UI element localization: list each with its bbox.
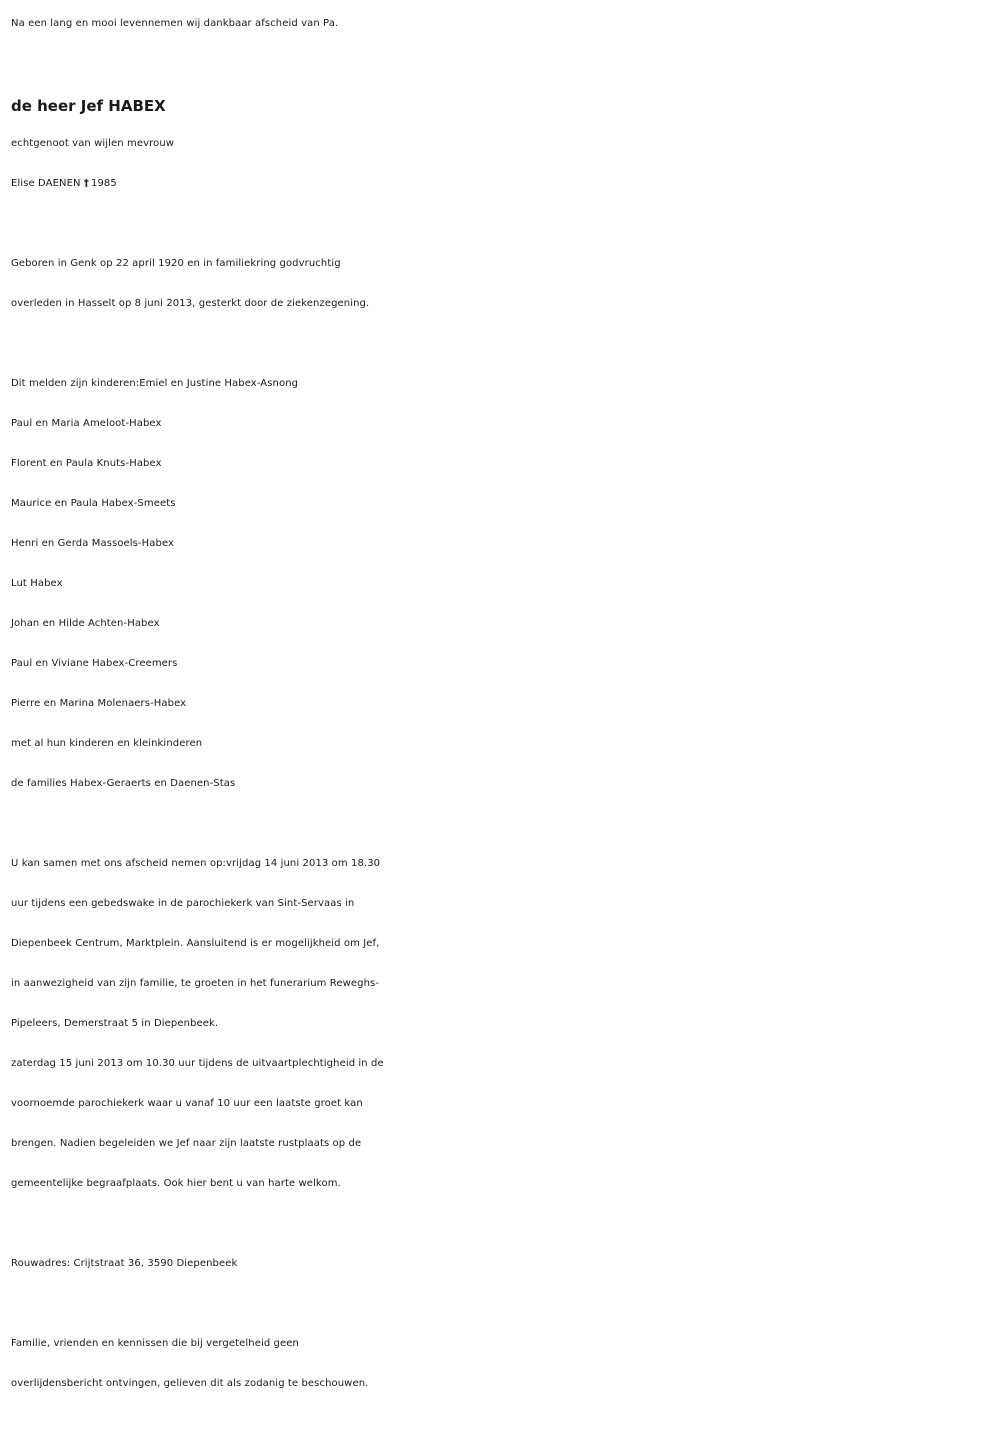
family-list xyxy=(11,364,991,804)
paragraph-line: U kan samen met ons afscheid nemen op:vrijdag 14 juni 2013 om 18.30 xyxy=(11,858,381,869)
deceased-name: de heer Jef HABEX xyxy=(11,97,166,115)
ceremony-paragraph xyxy=(11,844,991,1204)
paragraph-line: Pipeleers, Demerstraat 5 in Diepenbeek. xyxy=(11,1018,219,1029)
family-line: Pierre en Marina Molenaers-Habex xyxy=(11,698,187,709)
paragraph-line: Familie, vrienden en kennissen die bij vergetelheid geen xyxy=(11,1338,299,1349)
paragraph-line: overleden in Hasselt op 8 juni 2013, gesterkt door de ziekenzegening. xyxy=(11,298,370,309)
family-line: Johan en Hilde Achten-Habex xyxy=(11,618,160,629)
family-line: Maurice en Paula Habex-Smeets xyxy=(11,498,176,509)
spouse-line: echtgenoot van wijlen mevrouw xyxy=(11,138,175,149)
paragraph-line: zaterdag 15 juni 2013 om 10.30 uur tijdens de uitvaartplechtigheid in de xyxy=(11,1058,384,1069)
paragraph-line: overlijdensbericht ontvingen, gelieven dit als zodanig te beschouwen. xyxy=(11,1378,369,1389)
paragraph-line: Diepenbeek Centrum, Marktplein. Aansluitend is er mogelijkheid om Jef, xyxy=(11,938,380,949)
spouse-name: Elise DAENEN xyxy=(11,178,81,189)
paragraph-line: brengen. Nadien begeleiden we Jef naar zijn laatste rustplaats op de xyxy=(11,1138,362,1149)
family-line: Henri en Gerda Massoels-Habex xyxy=(11,538,175,549)
paragraph-line: Geboren in Genk op 22 april 1920 en in familiekring godvruchtig xyxy=(11,258,341,269)
spouse-name-line xyxy=(11,164,991,204)
paragraph-line: in aanwezigheid van zijn familie, te groeten in het funerarium Reweghs- xyxy=(11,978,380,989)
spacer xyxy=(11,204,991,244)
intro-text: Na een lang en mooi levennemen wij dankbaar afscheid van Pa. xyxy=(11,18,339,29)
family-line: Lut Habex xyxy=(11,578,63,589)
paragraph-line: voornoemde parochiekerk waar u vanaf 10 uur een laatste groet kan xyxy=(11,1098,363,1109)
spacer xyxy=(11,324,991,364)
family-line: Florent en Paula Knuts-Habex xyxy=(11,458,162,469)
spouse-death-year: 1985 xyxy=(90,178,117,189)
family-line: de families Habex-Geraerts en Daenen-Stas xyxy=(11,778,236,789)
family-line: Paul en Maria Ameloot-Habex xyxy=(11,418,162,429)
closing-paragraph xyxy=(11,1324,991,1404)
paragraph-line: uur tijdens een gebedswake in de parochiekerk van Sint-Servaas in xyxy=(11,898,355,909)
cross-icon: † xyxy=(83,178,89,189)
spacer xyxy=(11,1204,991,1244)
paragraph-line: gemeentelijke begraafplaats. Ook hier bent u van harte welkom. xyxy=(11,1178,341,1189)
spacer xyxy=(11,804,991,844)
family-line: Dit melden zijn kinderen:Emiel en Justine Habex-Asnong xyxy=(11,378,299,389)
family-line: met al hun kinderen en kleinkinderen xyxy=(11,738,203,749)
spacer xyxy=(11,44,991,84)
spacer xyxy=(11,1284,991,1324)
mourning-address: Rouwadres: Crijtstraat 36, 3590 Diepenbeek xyxy=(11,1258,238,1269)
obituary-document xyxy=(11,4,991,1404)
family-line: Paul en Viviane Habex-Creemers xyxy=(11,658,178,669)
birth-death-paragraph xyxy=(11,244,991,324)
